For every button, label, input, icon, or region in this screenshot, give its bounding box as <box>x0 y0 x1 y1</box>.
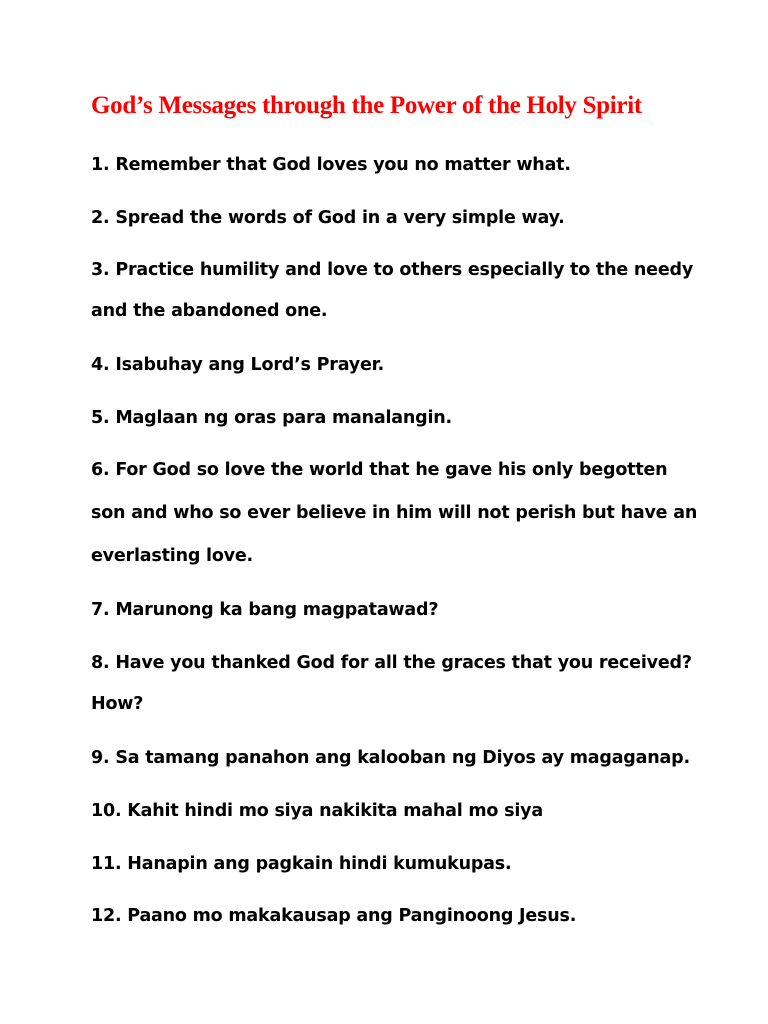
item-6-line-3: everlasting love. <box>91 546 253 566</box>
item-6-line-1: 6. For God so love the world that he gave his only begotten <box>91 460 668 480</box>
item-11-line-1: 11. Hanapin ang pagkain hindi kumukupas. <box>91 854 512 874</box>
item-5-line-1: 5. Maglaan ng oras para manalangin. <box>91 408 452 428</box>
item-10-line-1: 10. Kahit hindi mo siya nakikita mahal mo siya <box>91 801 543 821</box>
item-12-line-1: 12. Paano mo makakausap ang Panginoong Jesus. <box>91 906 577 926</box>
item-2-line-1: 2. Spread the words of God in a very simple way. <box>91 208 565 228</box>
item-8-line-2: How? <box>91 694 144 714</box>
document-title: God’s Messages through the Power of the Holy Spirit <box>91 92 642 119</box>
item-4-line-1: 4. Isabuhay ang Lord’s Prayer. <box>91 355 385 375</box>
item-9-line-1: 9. Sa tamang panahon ang kalooban ng Diyos ay magaganap. <box>91 748 690 768</box>
item-3-line-2: and the abandoned one. <box>91 301 328 321</box>
item-3-line-1: 3. Practice humility and love to others especially to the needy <box>91 260 694 280</box>
item-1-line-1: 1. Remember that God loves you no matter what. <box>91 155 571 175</box>
item-7-line-1: 7. Marunong ka bang magpatawad? <box>91 600 439 620</box>
item-8-line-1: 8. Have you thanked God for all the graces that you received? <box>91 653 692 673</box>
item-6-line-2: son and who so ever believe in him will not perish but have an <box>91 503 698 523</box>
